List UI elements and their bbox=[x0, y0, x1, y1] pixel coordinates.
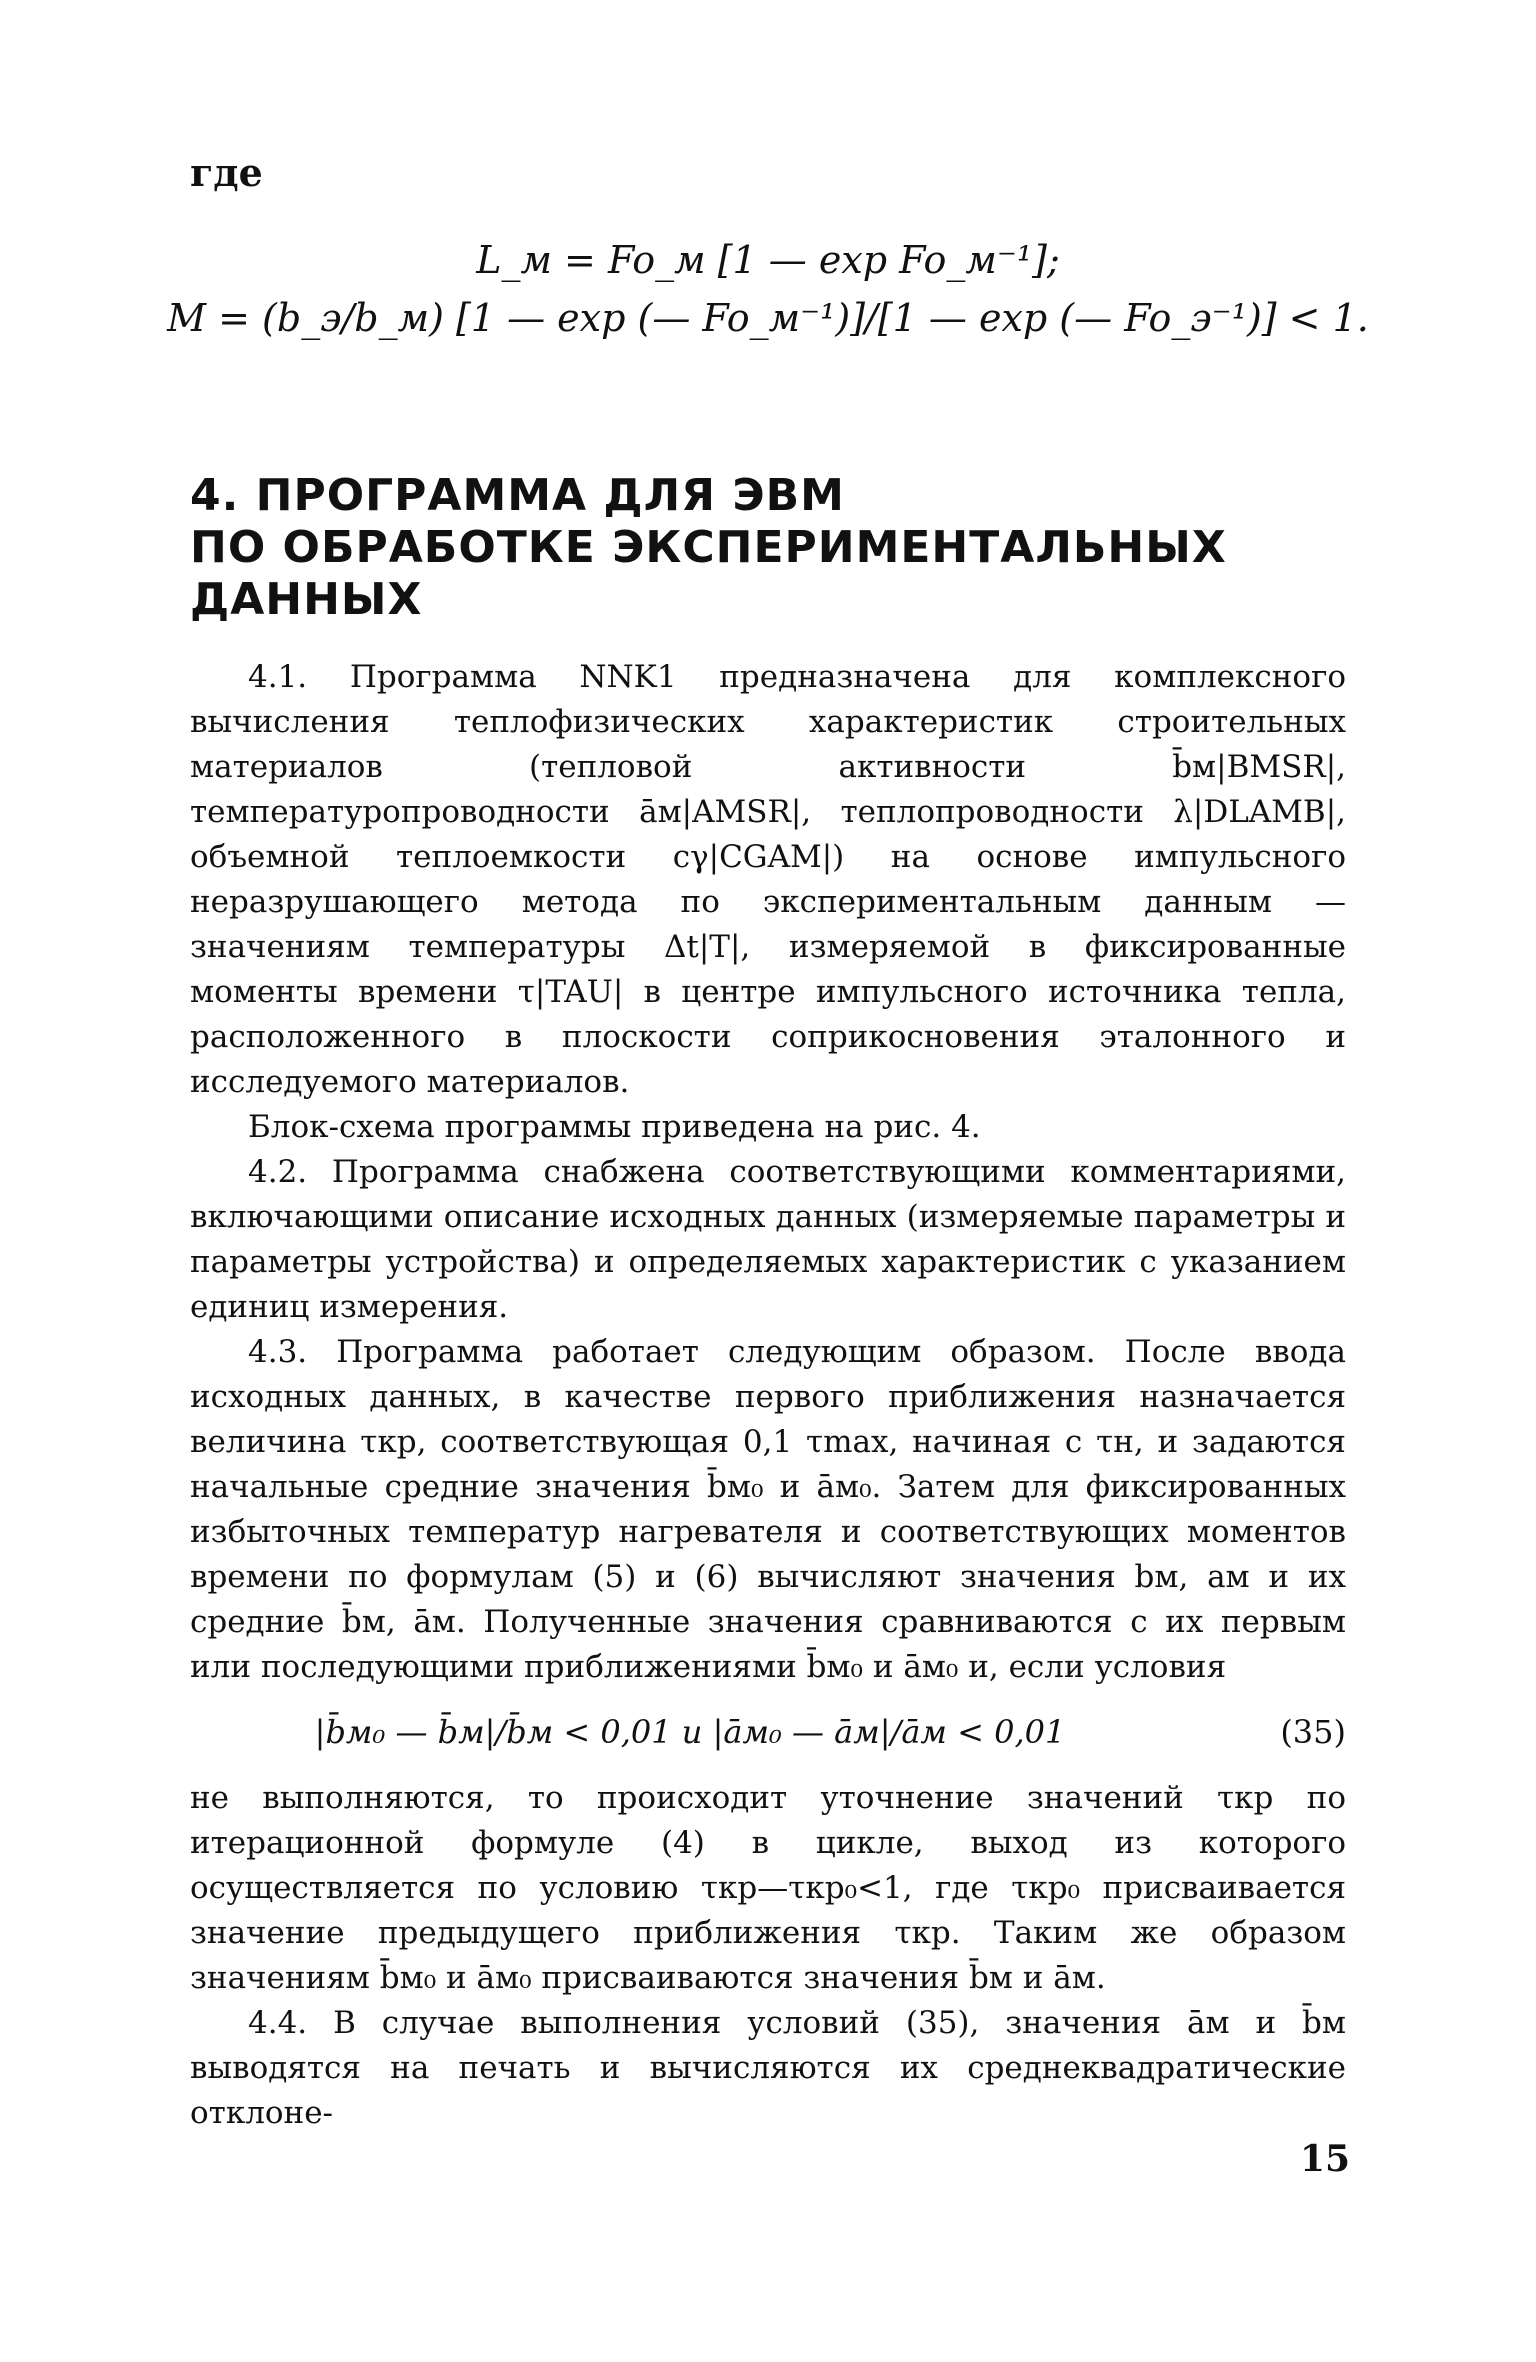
paragraph-4-3-continued: не выполняются, то происходит уточнение значений τкр по итерационной формуле (4) в цикле, выход из которого осуществляется по условию τкр—τкр₀<1, где τкр₀ присваивается значение предыдущего приближения τкр. Таким же образом значениям b̄м₀ и āм₀ присваиваются значения b̄м и āм. bbox=[190, 1780, 1346, 1996]
paragraph-4-2: 4.2. Программа снабжена соответствующими комментариями, включающими описание исходных данных (измеряемые параметры и параметры устройства) и определяемых характеристик с указанием единиц измерения. bbox=[190, 1154, 1346, 1325]
paragraph-4-4: 4.4. В случае выполнения условий (35), значения āм и b̄м выводятся на печать и вычисляются их среднеквадратические отклоне- bbox=[190, 2005, 1346, 2131]
equation-line-1: L_м = Fo_м [1 — exp Fo_м⁻¹]; bbox=[476, 238, 1060, 282]
page-number: 15 bbox=[1300, 2138, 1351, 2180]
body-text bbox=[190, 655, 1346, 2136]
formula-35 bbox=[190, 1706, 1346, 1758]
equation-line-2: M = (b_э/b_м) [1 — exp (— Fo_м⁻¹)]/[1 — exp (— Fo_э⁻¹)] < 1. bbox=[167, 296, 1369, 340]
formula-35-number: (35) bbox=[1280, 1713, 1346, 1751]
heading-line: ДАННЫХ bbox=[190, 574, 423, 625]
heading-line: 4. ПРОГРАММА ДЛЯ ЭВМ bbox=[190, 470, 845, 521]
formula-35-expression: |b̄м₀ — b̄м|/b̄м < 0,01 и |āм₀ — āм|/āм < 0,01 bbox=[314, 1713, 1066, 1751]
intro-word: где bbox=[190, 150, 263, 195]
paragraph-4-1: 4.1. Программа NNK1 предназначена для комплексного вычисления теплофизических характеристик строительных материалов (тепловой активности b̄м|BMSR|, температуропроводности āм|AMSR|, теплопроводности λ|DLAMB|, объемной теплоемкости cγ|CGAM|) на основе импульсного неразрушающего метода по экспериментальным данным — значениям температуры Δt|T|, измеряемой в фиксированные моменты времени τ|TAU| в центре импульсного источника тепла, расположенного в плоскости соприкосновения эталонного и исследуемого материалов. bbox=[190, 659, 1346, 1100]
heading-line: ПО ОБРАБОТКЕ ЭКСПЕРИМЕНТАЛЬНЫХ bbox=[190, 522, 1227, 573]
paragraph-figure-ref: Блок-схема программы приведена на рис. 4. bbox=[248, 1109, 981, 1145]
paragraph-4-3: 4.3. Программа работает следующим образом. После ввода исходных данных, в качестве первого приближения назначается величина τкр, соответствующая 0,1 τmax, начиная с τн, и задаются начальные средние значения b̄м₀ и āм₀. Затем для фиксированных избыточных температур нагревателя и соответствующих моментов времени по формулам (5) и (6) вычисляют значения bм, aм и их средние b̄м, āм. Полученные значения сравниваются с их первым или последующими приближениями b̄м₀ и āм₀ и, если условия bbox=[190, 1334, 1346, 1685]
section-heading bbox=[190, 470, 1370, 626]
